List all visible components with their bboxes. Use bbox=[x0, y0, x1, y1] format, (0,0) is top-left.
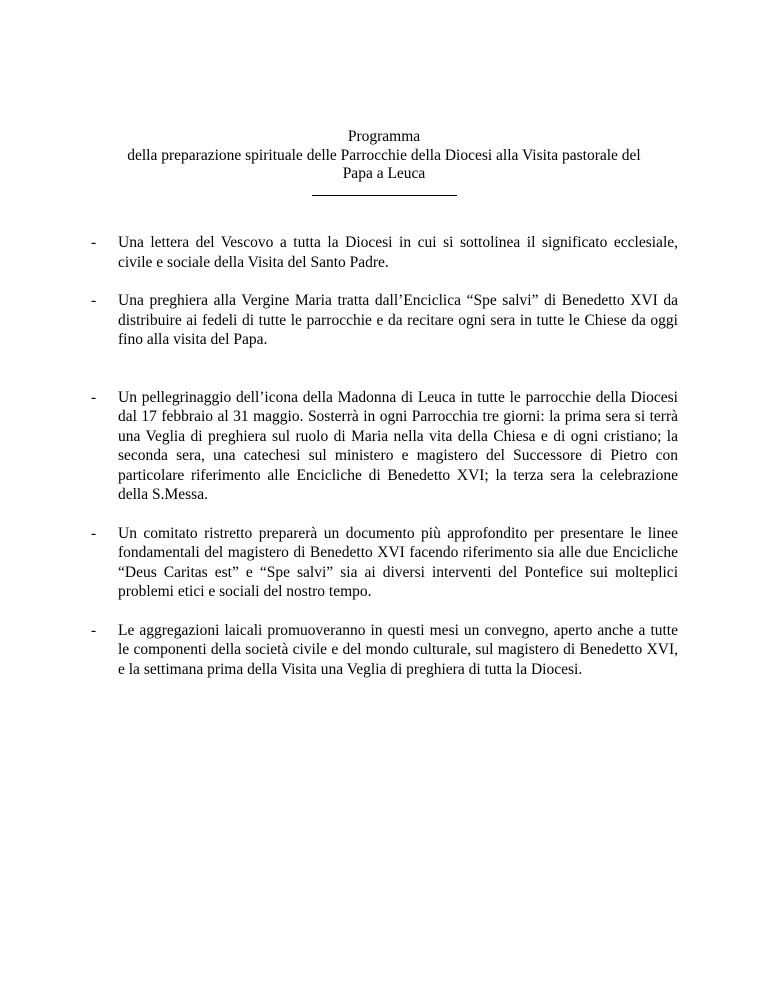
list-item-text: Una lettera del Vescovo a tutta la Diocesi in cui si sottolinea il significato ecclesiale, civile e sociale della Visita del Santo Padre. bbox=[118, 234, 678, 271]
list-item-text: Un comitato ristretto preparerà un documento più approfondito per presentare le linee fondamentali del magistero di Benedetto XVI facendo riferimento sia alle due Encicliche “Deus Caritas est” e “Spe salvi” sia ai diversi interventi del Pontefice sui molteplici problemi etici e sociali del nostro tempo. bbox=[118, 524, 678, 600]
header-subtitle-line-2: Papa a Leuca bbox=[342, 165, 426, 182]
list-bullet: - bbox=[91, 234, 97, 251]
list-item-text: Le aggregazioni laicali promuoveranno in questi mesi un convegno, aperto anche a tutte le componenti della società civile e del mondo culturale, sul magistero di Benedetto XVI, e la settimana prima della Visita una Veglia di preghiera di tutta la Diocesi. bbox=[118, 621, 678, 678]
list-item bbox=[90, 621, 678, 680]
list-item bbox=[90, 233, 678, 272]
list-item bbox=[90, 291, 678, 350]
document-header bbox=[90, 128, 678, 196]
list-item bbox=[90, 388, 678, 505]
program-list bbox=[90, 233, 678, 679]
list-bullet: - bbox=[91, 524, 97, 542]
list-item bbox=[90, 524, 678, 602]
list-bullet: - bbox=[91, 621, 97, 639]
list-item-text: Un pellegrinaggio dell’icona della Madonna di Leuca in tutte le parrocchie della Diocesi dal 17 febbraio al 31 maggio. Sosterrà in ogni Parrocchia tre giorni: la prima sera si terrà una Veglia di preghiera sul ruolo di Maria nella vita della Chiesa e di ogni cristiano; la seconda sera, una catechesi sul ministero e magistero del Successore di Pietro con particolare riferimento alle Encicliche di Benedetto XVI; la terza sera la celebrazione della S.Messa. bbox=[118, 388, 678, 503]
list-bullet: - bbox=[91, 388, 97, 406]
header-underline-rule bbox=[312, 184, 457, 196]
header-subtitle-line-1: della preparazione spirituale delle Parrocchie della Diocesi alla Visita pastorale del bbox=[127, 146, 641, 164]
header-title: Programma bbox=[347, 128, 421, 145]
list-bullet: - bbox=[91, 292, 97, 309]
list-item-text: Una preghiera alla Vergine Maria tratta dall’Enciclica “Spe salvi” di Benedetto XVI da distribuire ai fedeli di tutte le parrocchie e da recitare ogni sera in tutte le Chiese da oggi fino alla visita del Papa. bbox=[118, 292, 678, 348]
